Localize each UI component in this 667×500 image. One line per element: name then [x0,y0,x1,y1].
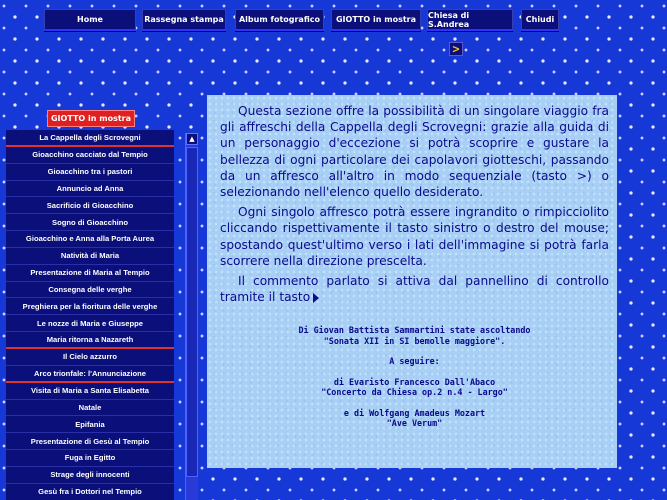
menu-item[interactable]: Arco trionfale: l'Annunciazione [6,366,174,383]
menu-item[interactable]: Epifania [6,416,174,433]
intro-paragraph: Questa sezione offre la possibilità di un singolare viaggio fra gli affreschi della Cappella degli Scrovegni: grazie alla guida di un personaggio d'eccezione si potrà scoprire e gustare la bellezza di ogni particolare dei capolavori giotteschi, passando da un affresco all'altro in modo sequenziale (tasto >) o selezionando nell'elenco quello desiderato. [220,104,609,200]
menu-item[interactable]: Gesù fra i Dottori nel Tempio [6,484,174,500]
next-fresco-button[interactable] [449,42,463,56]
credits-line: "Ave Verum" [386,418,443,429]
nav-chiesa-sandrea-button[interactable]: Chiesa di S.Andrea [427,9,513,31]
menu-item[interactable]: Preghiera per la fioritura delle verghe [6,298,174,315]
audio-paragraph [220,273,609,305]
menu-header-giotto[interactable]: GIOTTO in mostra [47,110,135,127]
credits-line: A seguire: [389,356,440,367]
menu-item[interactable]: Natività di Maria [6,248,174,265]
menu-item[interactable]: Visita di Maria a Santa Elisabetta [6,383,174,400]
play-icon [313,293,319,303]
next-arrow-icon: > [452,42,460,56]
menu-item[interactable]: Gioacchino e Anna alla Porta Aurea [6,231,174,248]
menu-item[interactable]: Le nozze di Maria e Giuseppe [6,315,174,332]
menu-item[interactable]: Sacrificio di Gioacchino [6,197,174,214]
nav-home-button[interactable]: Home [44,9,136,31]
menu-item[interactable]: Annuncio ad Anna [6,181,174,198]
menu-item[interactable]: La Cappella degli Scrovegni [6,130,174,147]
credits-line: di Evaristo Francesco Dall'Abaco [333,376,496,387]
menu-item[interactable]: Gioacchino cacciato dal Tempio [6,147,174,164]
credits-line: "Sonata XII in SI bemolle maggiore". [323,335,506,346]
menu-item[interactable]: Presentazione di Gesù al Tempio [6,433,174,450]
audio-paragraph-text: Il commento parlato si attiva dal pannellino di controllo tramite il tasto [220,274,609,305]
menu-item[interactable]: Natale [6,400,174,417]
menu-item[interactable]: Strage degli innocenti [6,467,174,484]
scrollbar-thumb[interactable] [186,147,198,477]
zoom-paragraph: Ogni singolo affresco potrà essere ingrandito o rimpicciolito cliccando rispettivamente il tasto sinistro o destro del mouse; spostando quest'ultimo verso i lati dell'immagine si potrà farla scorrere nella direzione prescelta. [220,205,609,268]
fresco-menu-list [6,130,174,500]
credits-line: e di Wolfgang Amadeus Mozart [343,407,486,418]
credits-line: "Concerto da Chiesa op.2 n.4 - Largo" [321,387,508,398]
menu-item[interactable]: Gioacchino tra i pastori [6,164,174,181]
menu-item[interactable]: Il Cielo azzurro [6,349,174,366]
nav-chiudi-button[interactable]: Chiudi [521,9,559,31]
menu-item[interactable]: Presentazione di Maria al Tempio [6,265,174,282]
menu-item[interactable]: Consegna delle verghe [6,282,174,299]
description-panel [207,95,617,468]
nav-rassegna-stampa-button[interactable]: Rassegna stampa [142,9,226,31]
music-credits [220,325,609,429]
menu-item[interactable]: Fuga in Egitto [6,450,174,467]
menu-item[interactable]: Sogno di Gioacchino [6,214,174,231]
scroll-up-icon[interactable]: ▲ [186,133,198,145]
credits-line: Di Giovan Battista Sammartini state ascoltando [298,325,531,336]
menu-item[interactable]: Maria ritorna a Nazareth [6,332,174,349]
nav-album-fotografico-button[interactable]: Album fotografico [235,9,324,31]
menu-scrollbar[interactable] [185,133,198,500]
nav-giotto-in-mostra-button[interactable]: GIOTTO in mostra [331,9,421,31]
